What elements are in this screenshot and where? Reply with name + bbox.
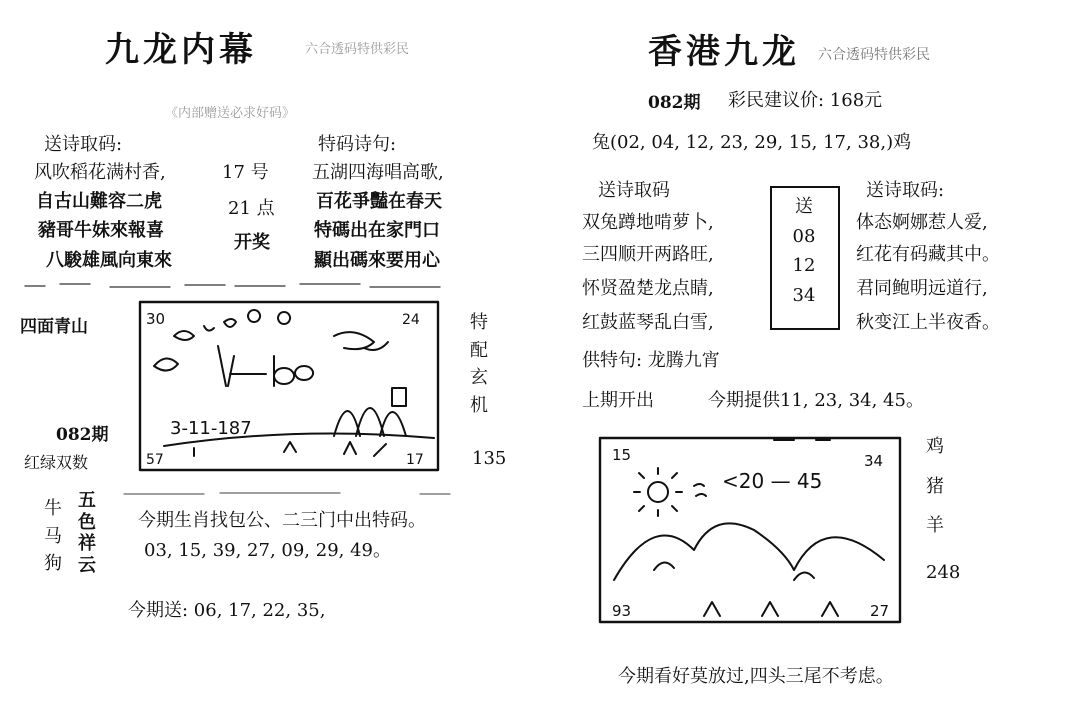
box-item-12: 12 [792, 255, 816, 277]
vchar-pei: 配 [470, 339, 488, 361]
left-subtitle: 六合透码特供彩民 [305, 42, 410, 57]
left-picture-box [134, 296, 444, 476]
right-issue: 082期 [648, 93, 701, 113]
left-mid-line-1: 17 号 [222, 162, 269, 183]
left-pic-text-4: 57 [146, 452, 164, 468]
left-send-line: 今期送: 06, 17, 22, 35, [128, 600, 326, 621]
left-tema-line-4: 顯出碼來要用心 [314, 250, 440, 271]
zodiac-zhu: 猪 [926, 475, 944, 497]
right-bottom-line: 今期看好莫放过,四头三尾不考虑。 [618, 666, 894, 687]
left-vertical-right [470, 312, 488, 416]
zodiac-yang: 羊 [926, 515, 944, 537]
left-poem-line-3: 豬哥牛妹來報喜 [38, 220, 164, 241]
left-line1: 今期生肖找包公、二三门中出特码。 [138, 510, 426, 531]
right-poem-right-4: 秋变江上半夜香。 [856, 312, 1000, 333]
left-red-green: 红绿双数 [24, 453, 89, 472]
right-poem-right-2: 红花有码藏其中。 [856, 244, 1000, 265]
vchar-te: 特 [470, 312, 488, 333]
left-issue: 082期 [56, 425, 109, 445]
right-price: 彩民建议价: 168元 [728, 90, 883, 111]
left-poem-line-2: 自古山難容二虎 [36, 191, 162, 212]
vchar-wu: 五 [78, 490, 96, 511]
zodiac-ma: 马 [44, 525, 62, 547]
right-poem-left-3: 怀贤盈楚龙点睛, [582, 278, 714, 299]
right-pic-doodles [614, 440, 884, 616]
right-box-items [770, 196, 838, 306]
left-tema-line-1: 五湖四海唱高歌, [312, 162, 444, 183]
left-tema-line-2: 百花爭豔在春天 [316, 191, 442, 212]
right-pic-text-4: 93 [612, 602, 632, 620]
left-pic-text-3: 3-11-187 [170, 418, 252, 439]
left-pic-text-5: 17 [406, 452, 424, 468]
left-zodiac-col [44, 498, 62, 575]
vchar-se: 色 [78, 511, 96, 533]
zodiac-ji: 鸡 [926, 436, 944, 457]
left-title: 九龙内幕 [105, 30, 257, 70]
left-side-label: 四面青山 [20, 317, 88, 337]
right-poem-left-4: 红鼓蓝琴乱白雪, [582, 312, 714, 333]
right-supply-line: 供特句: 龙腾九宵 [582, 350, 720, 371]
right-number-right: 248 [926, 562, 961, 583]
vchar-xuan: 玄 [470, 367, 488, 389]
right-title: 香港九龙 [648, 32, 800, 72]
left-pic-text-2: 24 [402, 312, 420, 328]
left-subline: 《内部赠送必求好码》 [165, 106, 296, 121]
left-poem-line-4: 八駿雄風向東來 [46, 250, 172, 271]
left-line2: 03, 15, 39, 27, 09, 29, 49。 [144, 540, 391, 561]
box-item-34: 34 [792, 284, 816, 306]
left-mid-line-3: 开奖 [234, 232, 270, 253]
left-pic-text-1: 30 [146, 310, 166, 328]
left-vertical-five [78, 490, 96, 576]
right-poem-heading-right: 送诗取码: [866, 180, 945, 201]
right-subtitle: 六合透码特供彩民 [818, 47, 930, 63]
left-mid-line-2: 21 点 [228, 198, 275, 219]
left-tema-line-3: 特碼出在家門口 [314, 220, 440, 241]
box-item-song: 送 [795, 196, 813, 217]
zodiac-niu: 牛 [44, 498, 62, 519]
right-picture-box [594, 430, 914, 630]
right-poem-heading-left: 送诗取码 [598, 180, 670, 201]
left-poem-heading: 送诗取码: [44, 134, 123, 155]
zodiac-gou: 狗 [44, 553, 62, 575]
right-poem-right-1: 体态婀娜惹人爱, [856, 212, 988, 233]
vchar-yun: 云 [78, 554, 96, 576]
right-poem-right-3: 君同鲍明远道行, [856, 278, 988, 299]
vchar-ji: 机 [470, 394, 488, 416]
vchar-xiang: 祥 [78, 533, 96, 555]
left-number-right: 135 [472, 448, 507, 469]
scan-noise-band-2 [120, 484, 460, 494]
right-pic-text-1: 15 [612, 446, 632, 464]
right-rabbit-line: 兔(02, 04, 12, 23, 29, 15, 17, 38,)鸡 [592, 132, 912, 153]
box-item-08: 08 [792, 225, 816, 247]
left-tema-heading: 特码诗句: [318, 134, 397, 155]
right-pic-text-5: 27 [870, 602, 890, 620]
right-last-open: 上期开出 [582, 390, 654, 411]
right-zodiac-col [926, 436, 944, 537]
right-pic-text-3: <20 — 45 [722, 469, 823, 493]
right-this-supply: 今期提供11, 23, 34, 45。 [708, 390, 924, 411]
right-poem-left-1: 双兔蹲地啃萝卜, [582, 212, 714, 233]
right-poem-left-2: 三四顺开两路旺, [582, 244, 714, 265]
right-pic-text-2: 34 [864, 452, 884, 470]
left-poem-line-1: 风吹稻花满村香, [34, 162, 166, 183]
scan-noise-band [20, 276, 450, 294]
